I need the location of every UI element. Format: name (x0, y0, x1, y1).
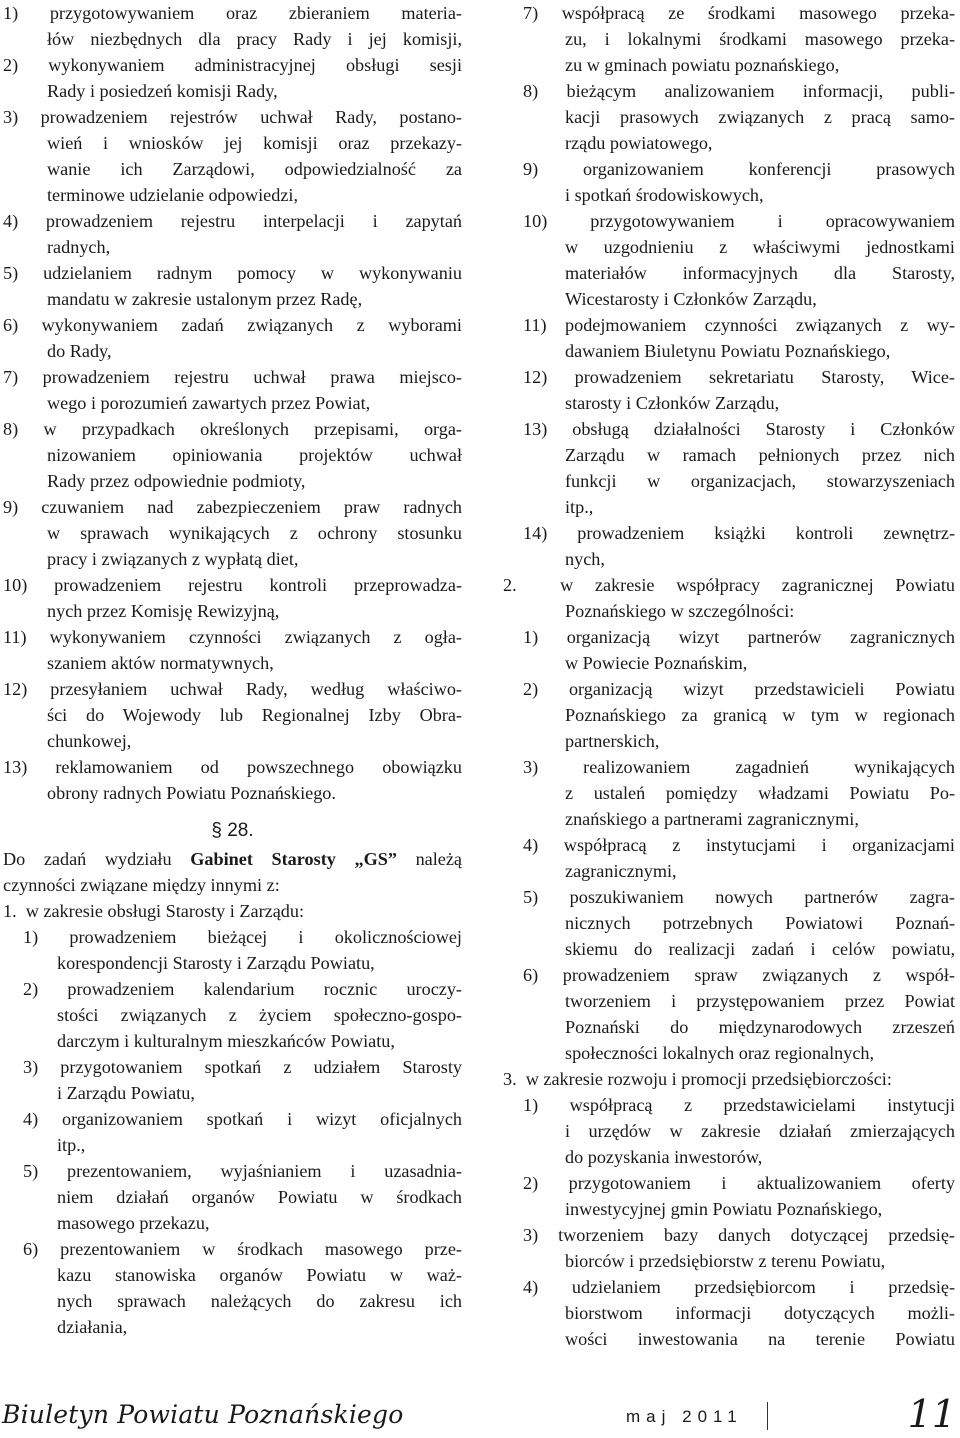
text-line: wień i wniosków jej komisji oraz przekazy- (47, 133, 462, 153)
text-line: funkcji w organizacjach, stowarzyszeniach (565, 471, 955, 491)
text-line: 4) udzielaniem przedsiębiorcom i przedsię- (523, 1277, 955, 1297)
text-line: korespondencji Starosty i Zarządu Powiatu, (57, 953, 375, 973)
text-line: do pozyskania inwestorów, (565, 1147, 763, 1167)
text-line: 13) obsługą działalności Starosty i Członków (523, 419, 955, 439)
text-line: zu w gminach powiatu poznańskiego, (565, 55, 840, 75)
text-line: nych, (565, 549, 605, 569)
text-line: 3. w zakresie rozwoju i promocji przedsiębiorczości: (503, 1069, 892, 1089)
text-line: mandatu w zakresie ustalonym przez Radę, (47, 289, 363, 309)
text-line: 7) współpracą ze środkami masowego przeka- (523, 3, 955, 23)
text-line: inwestycyjnej gmin Powiatu Poznańskiego, (565, 1199, 883, 1219)
text-line: 6) wykonywaniem zadań związanych z wyborami (3, 315, 462, 335)
text-line: itp., (57, 1135, 86, 1155)
text-line: 6) prezentowaniem w środkach masowego prze- (23, 1239, 462, 1259)
text-line: 2) wykonywaniem administracyjnej obsługi sesji (3, 55, 462, 75)
intro-text: Do zadań wydziału (3, 849, 191, 869)
text-line: 5) prezentowaniem, wyjaśnianiem i uzasadnia- (23, 1161, 462, 1181)
section-heading: § 28. (211, 820, 254, 841)
text-line: społeczności lokalnych oraz regionalnych, (565, 1043, 875, 1063)
text-line: 3) prowadzeniem rejestrów uchwał Rady, postano- (3, 107, 462, 127)
text-line: Poznańskiego za granicą w tym w regionach (565, 705, 955, 725)
text-line: 2) przygotowaniem i aktualizowaniem oferty (523, 1173, 955, 1193)
publication-title: Biuletyn Powiatu Poznańskiego (2, 1400, 404, 1429)
text-line: i spotkań środowiskowych, (565, 185, 764, 205)
text-line: radnych, (47, 237, 111, 257)
text-line: wego i porozumień zawartych przez Powiat, (47, 393, 371, 413)
text-line: obrony radnych Powiatu Poznańskiego. (47, 783, 336, 803)
text-line: 13) reklamowaniem od powszechnego obowiązku (3, 757, 462, 777)
section-intro (3, 846, 462, 872)
text-line: 4) prowadzeniem rejestru interpelacji i zapytań (3, 211, 462, 231)
text-line: nych przez Komisję Rewizyjną, (47, 601, 280, 621)
text-line: zagranicznymi, (565, 861, 677, 881)
text-line: i urzędów w zakresie działań zmierzających (565, 1121, 955, 1141)
text-line: stości związanych z życiem społeczno-gospo- (57, 1005, 462, 1025)
text-line: 2) organizacją wizyt przedstawicieli Powiatu (523, 679, 955, 699)
text-line: materiałów informacyjnych dla Starosty, (565, 263, 955, 283)
text-line: i Zarządu Powiatu, (57, 1083, 195, 1103)
section-intro-continued: czynności związane między innymi z: (3, 875, 280, 895)
page-number: 11 (907, 1392, 956, 1436)
issue-date: maj 2011 (626, 1407, 743, 1426)
text-line: zu, i lokalnymi środkami masowego przeka- (565, 29, 955, 49)
text-line: chunkowej, (47, 731, 132, 751)
text-line: Rady przez odpowiednie podmioty, (47, 471, 306, 491)
text-line: w uzgodnieniu z właściwymi jednostkami (565, 237, 955, 257)
text-line: z ustaleń pomiędzy władzami Powiatu Po- (565, 783, 955, 803)
text-line: 8) bieżącym analizowaniem informacji, publi- (523, 81, 955, 101)
text-line: szaniem aktów normatywnych, (47, 653, 274, 673)
footer-divider (767, 1402, 768, 1430)
text-line: 9) czuwaniem nad zabezpieczeniem praw radnych (3, 497, 462, 517)
department-name: Gabinet Starosty „GS” (190, 849, 397, 869)
text-line: 3) przygotowaniem spotkań z udziałem Starosty (23, 1057, 462, 1077)
text-line: dawaniem Biuletynu Powiatu Poznańskiego, (565, 341, 891, 361)
text-line: 2) prowadzeniem kalendarium rocznic uroczy- (23, 979, 462, 999)
text-line: 10) prowadzeniem rejestru kontroli przeprowadza- (3, 575, 462, 595)
text-line: 4) współpracą z instytucjami i organizacjami (523, 835, 955, 855)
text-line: w sprawach wynikających z ochrony stosunku (47, 523, 462, 543)
intro-text-end: należą (396, 849, 463, 869)
text-line: starosty i Członków Zarządu, (565, 393, 780, 413)
text-line: Zarządu w ramach pełnionych przez nich (565, 445, 955, 465)
text-line: 12) przesyłaniem uchwał Rady, według właściwo- (3, 679, 462, 699)
text-line: kacji prasowych związanych z pracą samo- (565, 107, 955, 127)
text-line: biorstwom informacji dotyczących możli- (565, 1303, 955, 1323)
text-line: działania, (57, 1317, 128, 1337)
text-line: partnerskich, (565, 731, 660, 751)
text-line: rządu powiatowego, (565, 133, 713, 153)
text-line: Rady i posiedzeń komisji Rady, (47, 81, 278, 101)
text-line: biorców i przedsiębiorstw z terenu Powiatu, (565, 1251, 886, 1271)
text-line: 14) prowadzeniem książki kontroli zewnętrz- (523, 523, 955, 543)
text-line: 11) podejmowaniem czynności związanych z wy- (523, 315, 955, 335)
text-line: w Powiecie Poznańskim, (565, 653, 748, 673)
text-line: 2. w zakresie współpracy zagranicznej Powiatu (503, 575, 955, 595)
text-line: 12) prowadzeniem sekretariatu Starosty, Wice- (523, 367, 955, 387)
text-line: tworzeniem i przystępowaniem przez Powiat (565, 991, 955, 1011)
page-footer (0, 1392, 960, 1438)
right-column (503, 0, 955, 1352)
text-line: 8) w przypadkach określonych przepisami, orga- (3, 419, 462, 439)
text-line: kazu stanowiska organów Powiatu w waż- (57, 1265, 462, 1285)
text-line: pracy i związanych z wypłatą diet, (47, 549, 299, 569)
text-line: 3) realizowaniem zagadnień wynikających (523, 757, 955, 777)
text-line: nizowaniem opiniowania projektów uchwał (47, 445, 462, 465)
text-line: 1) przygotowywaniem oraz zbieraniem materia- (3, 3, 462, 23)
text-line: Poznański do międzynarodowych zrzeszeń (565, 1017, 955, 1037)
text-line: 1) prowadzeniem bieżącej i okolicznościowej (23, 927, 462, 947)
text-line: darczym i kulturalnym mieszkańców Powiatu, (57, 1031, 395, 1051)
text-line: 7) prowadzeniem rejestru uchwał prawa miejsco- (3, 367, 462, 387)
text-line: niem działań organów Powiatu w środkach (57, 1187, 462, 1207)
text-line: wanie ich Zarządowi, odpowiedzialność za (47, 159, 462, 179)
text-line: wości inwestowania na terenie Powiatu (565, 1329, 955, 1349)
text-line: terminowe udzielanie odpowiedzi, (47, 185, 299, 205)
text-line: 3) tworzeniem bazy danych dotyczącej przedsię- (523, 1225, 955, 1245)
text-line: 11) wykonywaniem czynności związanych z ogła- (3, 627, 462, 647)
text-line: 1) organizacją wizyt partnerów zagranicznych (523, 627, 955, 647)
text-line: 10) przygotowywaniem i opracowywaniem (523, 211, 955, 231)
text-line: Wicestarosty i Członków Zarządu, (565, 289, 817, 309)
text-line: ści do Wojewody lub Regionalnej Izby Obra- (47, 705, 462, 725)
text-line: do Rady, (47, 341, 112, 361)
text-line: masowego przekazu, (57, 1213, 210, 1233)
text-line: nych sprawach należących do zakresu ich (57, 1291, 462, 1311)
text-line: 4) organizowaniem spotkań i wizyt oficjalnych (23, 1109, 462, 1129)
text-line: nicznych potrzebnych Powiatowi Poznań- (565, 913, 955, 933)
text-line: 9) organizowaniem konferencji prasowych (523, 159, 955, 179)
text-line: 1) współpracą z przedstawicielami instytucji (523, 1095, 955, 1115)
text-line: itp., (565, 497, 594, 517)
text-line: 5) udzielaniem radnym pomocy w wykonywaniu (3, 263, 462, 283)
text-line: znańskiego a partnerami zagranicznymi, (565, 809, 859, 829)
text-line: 1. w zakresie obsługi Starosty i Zarządu: (3, 901, 305, 921)
text-line: łów niezbędnych dla pracy Rady i jej komisji, (47, 29, 462, 49)
left-column (3, 0, 462, 1340)
text-line: skiemu do realizacji zadań i celów powiatu, (565, 939, 955, 959)
text-line: Poznańskiego w szczególności: (565, 601, 795, 621)
text-line: 5) poszukiwaniem nowych partnerów zagra- (523, 887, 955, 907)
text-line: 6) prowadzeniem spraw związanych z współ- (523, 965, 955, 985)
